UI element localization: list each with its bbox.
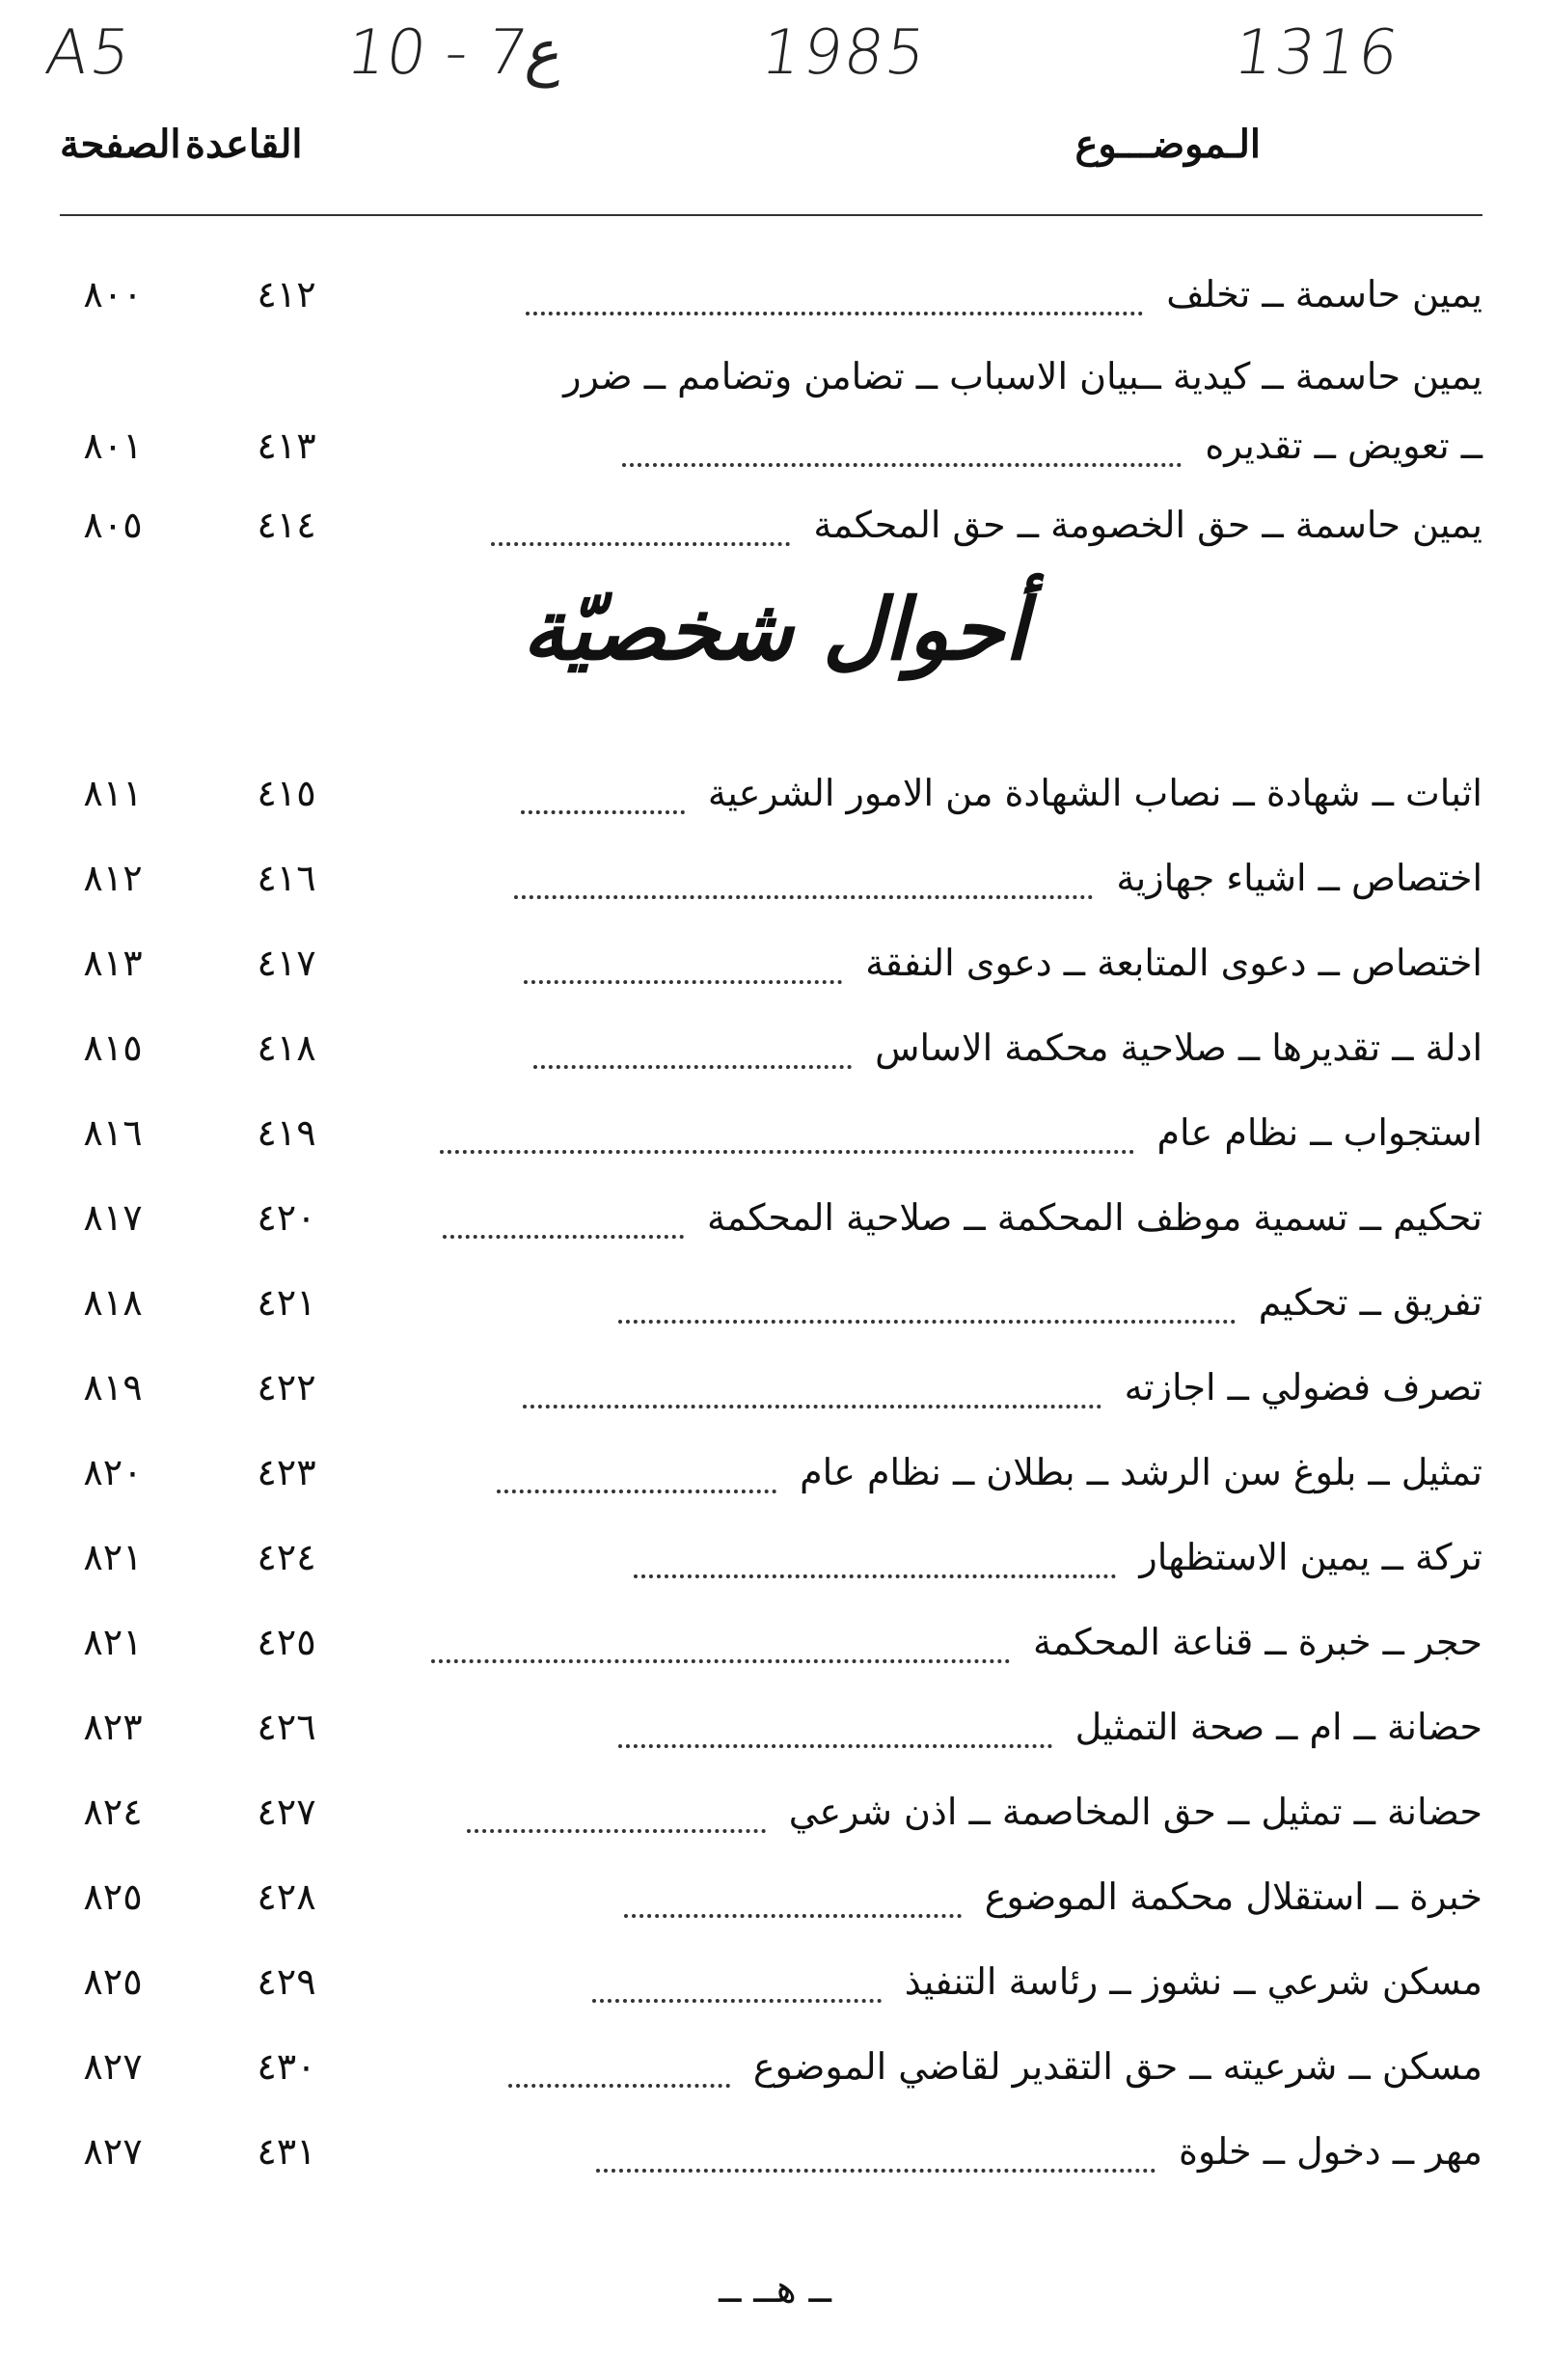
entry-page-number: ٨٢٧ [83, 2130, 143, 2173]
entry-subject: اثبات ــ شهادة ــ نصاب الشهادة من الامور الشرعية [707, 772, 1482, 814]
entry-rule-number: ٤٢٨ [257, 1875, 316, 1918]
toc-entry [60, 1451, 1482, 1509]
entry-page-number: ٨٠٥ [83, 504, 143, 546]
toc-entry [60, 1960, 1482, 2018]
header-rule: القاعدة [185, 122, 303, 167]
entry-rule-number: ٤١٣ [257, 424, 316, 467]
leader-dots [634, 1546, 1116, 1578]
toc-entry [60, 273, 1482, 331]
entry-subject: تمثيل ــ بلوغ سن الرشد ــ بطلان ــ نظام عام [800, 1451, 1482, 1493]
entry-subject: ــ تعويض ــ تقديره [1205, 424, 1482, 467]
entry-rule-number: ٤٢٣ [257, 1451, 316, 1493]
toc-entry [60, 1706, 1482, 1764]
leader-dots [592, 1970, 882, 2003]
entry-page-number: ٨١٨ [83, 1281, 143, 1324]
leader-dots [624, 1885, 962, 1918]
entry-page-number: ٨١٥ [83, 1026, 143, 1069]
toc-entry [60, 1536, 1482, 1594]
entry-rule-number: ٤١٥ [257, 772, 316, 814]
leader-dots [440, 1121, 1134, 1154]
header-subject: الـموضـــوع [1074, 122, 1261, 167]
leader-dots [618, 1291, 1236, 1324]
entry-page-number: ٨٢١ [83, 1536, 143, 1578]
entry-subject: استجواب ــ نظام عام [1156, 1111, 1482, 1154]
entry-subject: مهر ــ دخول ــ خلوة [1179, 2130, 1482, 2173]
entry-rule-number: ٤١٢ [257, 273, 316, 315]
entry-rule-number: ٤٢٩ [257, 1960, 316, 2003]
entry-page-number: ٨٢٣ [83, 1706, 143, 1748]
toc-entry [60, 857, 1482, 915]
entry-subject: خبرة ــ استقلال محكمة الموضوع [984, 1875, 1482, 1918]
section-title: أحوال شخصيّة [522, 579, 1028, 679]
column-header [60, 116, 1482, 193]
toc-entry [60, 1621, 1482, 1679]
entry-page-number: ٨٢٤ [83, 1791, 143, 1833]
entry-page-number: ٨٠١ [83, 424, 143, 467]
leader-dots [443, 1206, 684, 1239]
entry-subject: اختصاص ــ دعوى المتابعة ــ دعوى النفقة [865, 942, 1482, 984]
entry-page-number: ٨١٣ [83, 942, 143, 984]
entry-subject: حضانة ــ ام ــ صحة التمثيل [1074, 1706, 1482, 1748]
entry-rule-number: ٤٢٢ [257, 1366, 316, 1409]
entry-subject: يمين حاسمة ــ حق الخصومة ــ حق المحكمة [813, 504, 1482, 546]
entry-rule-number: ٤١٩ [257, 1111, 316, 1154]
entry-rule-number: ٤٢٤ [257, 1536, 316, 1578]
entry-rule-number: ٤١٨ [257, 1026, 316, 1069]
entry-subject: يمين حاسمة ــ تخلف [1166, 273, 1482, 315]
entry-rule-number: ٤٢٧ [257, 1791, 316, 1833]
entry-subject: ادلة ــ تقديرها ــ صلاحية محكمة الاساس [875, 1026, 1482, 1069]
leader-dots [523, 1376, 1101, 1409]
entry-subject: تركة ــ يمين الاستظهار [1139, 1536, 1482, 1578]
toc-entry [60, 2045, 1482, 2103]
entry-rule-number: ٤٢٥ [257, 1621, 316, 1663]
toc-entry [60, 942, 1482, 999]
entry-rule-number: ٤٣٠ [257, 2045, 316, 2088]
entry-page-number: ٨٢٧ [83, 2045, 143, 2088]
leader-dots [521, 781, 685, 814]
toc-entry [60, 1791, 1482, 1848]
handwritten-note-left: A5 [41, 17, 137, 89]
entry-rule-number: ٤١٤ [257, 504, 316, 546]
entry-subject: حضانة ــ تمثيل ــ حق المخاصمة ــ اذن شرعي [788, 1791, 1482, 1833]
leader-dots [491, 513, 790, 546]
entry-subject: تصرف فضولي ــ اجازته [1124, 1366, 1482, 1409]
entry-page-number: ٨٢٠ [83, 1451, 143, 1493]
page-footer: ــ هــ ــ [719, 2267, 831, 2312]
entry-page-number: ٨١٢ [83, 857, 143, 899]
toc-entry [60, 1875, 1482, 1933]
entry-page-number: ٨١٦ [83, 1111, 143, 1154]
entry-page-number: ٨٢٥ [83, 1875, 143, 1918]
leader-dots [618, 1715, 1052, 1748]
entry-subject: اختصاص ــ اشياء جهازية [1116, 857, 1482, 899]
toc-entry [60, 2130, 1482, 2188]
entry-subject-line1: يمين حاسمة ــ كيدية ــبيان الاسباب ــ تضامن وتضامم ــ ضرر [563, 355, 1482, 397]
entry-subject: مسكن ــ شرعيته ــ حق التقدير لقاضي الموضوع [752, 2045, 1482, 2088]
entry-subject: مسكن شرعي ــ نشوز ــ رئاسة التنفيذ [904, 1960, 1482, 2003]
toc-entry [60, 1026, 1482, 1084]
leader-dots [467, 1800, 766, 1833]
entry-page-number: ٨١٧ [83, 1196, 143, 1239]
entry-page-number: ٨٢١ [83, 1621, 143, 1663]
entry-page-number: ٨١١ [83, 772, 143, 814]
entry-rule-number: ٤٢٠ [257, 1196, 316, 1239]
toc-entry [60, 772, 1482, 830]
header-divider [60, 214, 1482, 216]
header-page: الصفحة [60, 122, 181, 167]
leader-dots [514, 866, 1093, 899]
toc-entry [60, 1281, 1482, 1339]
leader-dots [524, 951, 842, 984]
toc-entry [60, 1196, 1482, 1254]
leader-dots [596, 2140, 1156, 2173]
entry-page-number: ٨٠٠ [83, 273, 143, 315]
entry-rule-number: ٤٢٦ [257, 1706, 316, 1748]
leader-dots [526, 283, 1143, 315]
entry-rule-number: ٤١٧ [257, 942, 316, 984]
leader-dots [533, 1036, 852, 1069]
toc-entry [60, 1366, 1482, 1424]
leader-dots [497, 1461, 776, 1493]
entry-rule-number: ٤٢١ [257, 1281, 316, 1324]
leader-dots [622, 434, 1182, 467]
handwritten-note-year: 1985 [756, 17, 933, 89]
leader-dots [508, 2055, 730, 2088]
entry-subject: تحكيم ــ تسمية موظف المحكمة ــ صلاحية المحكمة [707, 1196, 1482, 1239]
handwritten-note-date: 10 - 7ع [341, 17, 569, 89]
entry-page-number: ٨٢٥ [83, 1960, 143, 2003]
entry-rule-number: ٤٣١ [257, 2130, 316, 2173]
entry-subject: تفريق ــ تحكيم [1258, 1281, 1482, 1324]
toc-entry [60, 504, 1482, 561]
entry-page-number: ٨١٩ [83, 1366, 143, 1409]
handwritten-note-number: 1316 [1229, 17, 1405, 89]
leader-dots [431, 1630, 1010, 1663]
entry-rule-number: ٤١٦ [257, 857, 316, 899]
toc-entry [60, 355, 1482, 482]
toc-entry [60, 1111, 1482, 1169]
entry-subject: حجر ــ خبرة ــ قناعة المحكمة [1033, 1621, 1482, 1663]
